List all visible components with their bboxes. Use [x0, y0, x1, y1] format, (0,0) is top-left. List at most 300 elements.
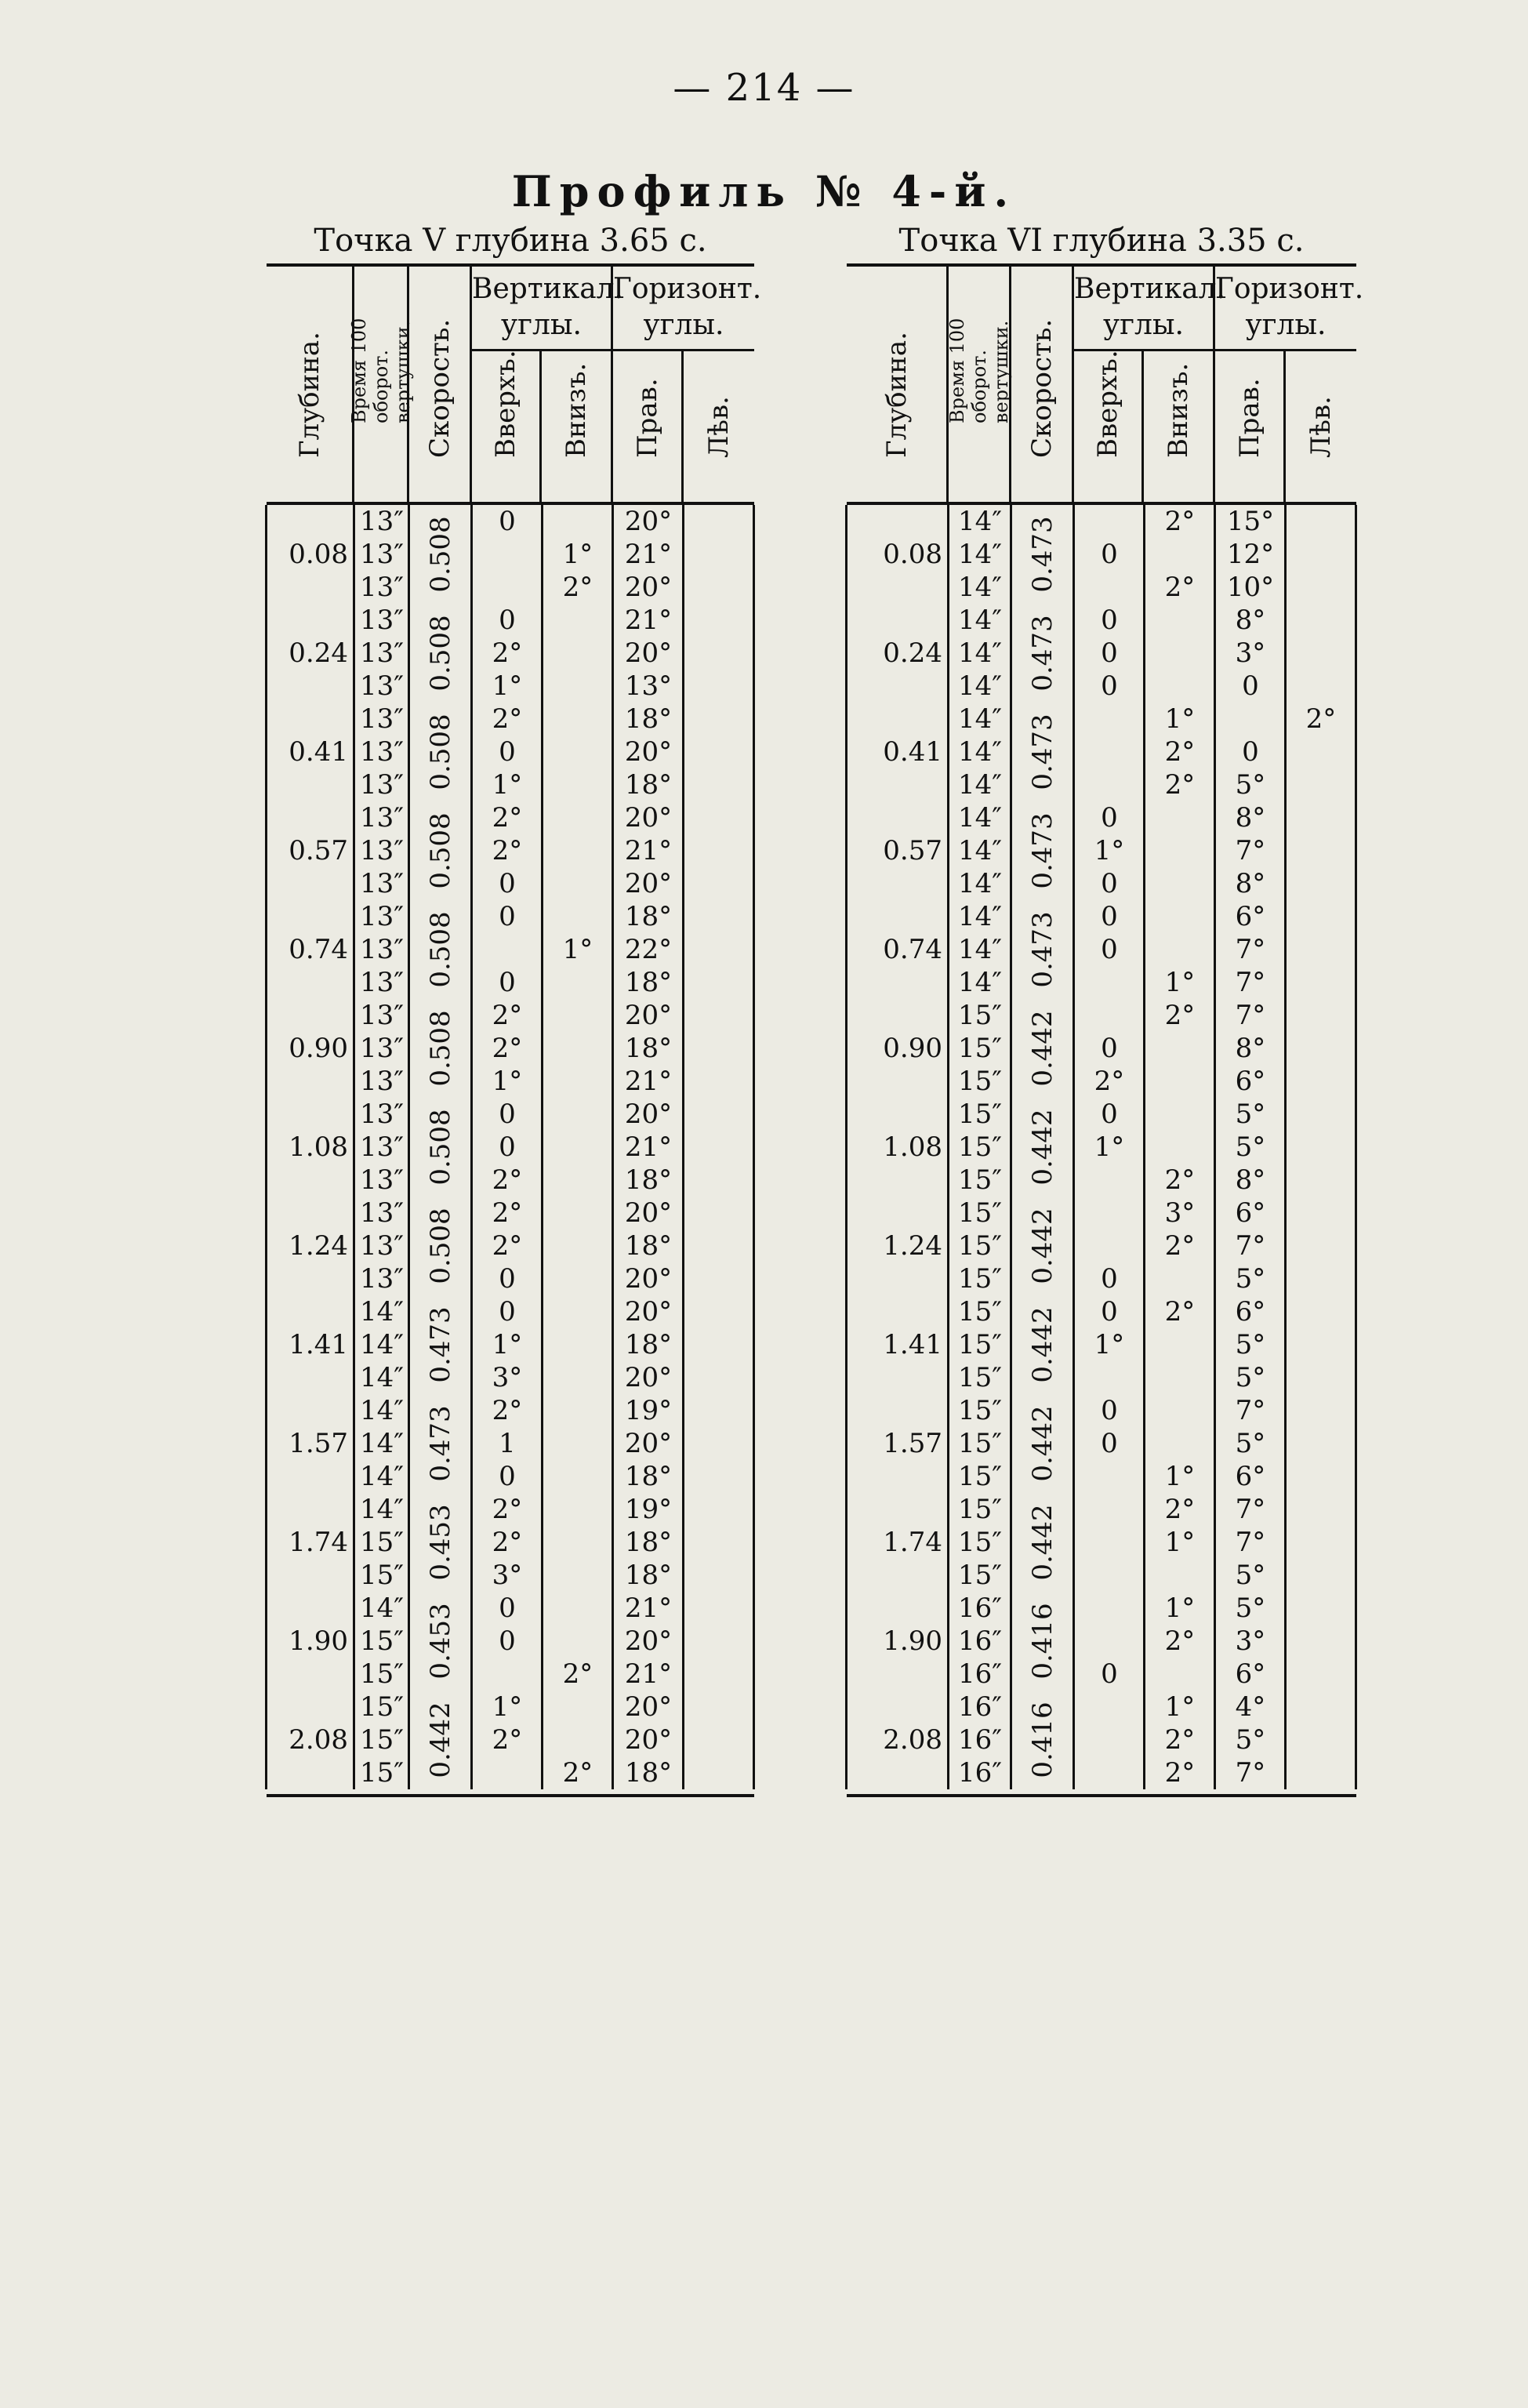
left-cell	[1286, 1493, 1356, 1592]
down-cell	[1145, 1295, 1215, 1394]
up-angle-value: 1°	[1094, 1329, 1125, 1360]
left-values	[1286, 1493, 1356, 1592]
left-cell	[1286, 801, 1356, 900]
right-values	[1215, 1197, 1286, 1295]
speed-cell	[409, 900, 472, 999]
depth-value: 1.24	[883, 1230, 942, 1262]
time-value: 13″	[360, 934, 404, 965]
up-angle-value	[472, 1658, 543, 1691]
left-cell	[684, 1295, 754, 1394]
up-cell	[1074, 1197, 1145, 1295]
depth-value: 1.74	[289, 1527, 348, 1558]
right-cell	[1215, 604, 1286, 703]
left-angle-value	[684, 571, 754, 604]
up-cell	[472, 1691, 543, 1789]
speed-cell	[409, 1197, 472, 1295]
up-label: Вверхъ.	[1091, 350, 1123, 458]
speed-cell	[409, 999, 472, 1098]
time-values	[354, 1295, 409, 1394]
down-angle-value	[543, 670, 613, 703]
up-angle-value: 0	[1101, 1296, 1118, 1327]
right-values	[613, 801, 684, 900]
left-angle-value	[1286, 1493, 1356, 1526]
measurement-block	[267, 1493, 754, 1592]
left-values	[1286, 1592, 1356, 1691]
speed-header	[1011, 267, 1074, 502]
left-angle-value	[684, 1361, 754, 1394]
depth-cell	[267, 999, 354, 1098]
time-value: 15″	[360, 1724, 404, 1756]
time-value: 15″	[360, 1560, 404, 1591]
left-angle-value	[1286, 1164, 1356, 1197]
up-angle-value: 0	[1101, 670, 1118, 702]
up-angle-value	[1074, 1691, 1145, 1723]
right-angle-value: 6°	[1235, 1066, 1266, 1097]
up-values	[1074, 1295, 1145, 1394]
depth-cell	[847, 604, 949, 703]
up-values	[472, 703, 543, 801]
left-cell	[1286, 1098, 1356, 1197]
up-angle-value: 0	[499, 1263, 516, 1295]
table-bottom-rule	[847, 1794, 1356, 1797]
left-angle-value	[684, 637, 754, 670]
right-label: Прав.	[631, 378, 663, 458]
speed-cell	[1011, 1691, 1074, 1789]
left-angle-value	[1286, 571, 1356, 604]
right-values	[1215, 801, 1286, 900]
left-angle-value	[684, 1262, 754, 1295]
time-value: 14″	[360, 1428, 404, 1459]
left-cell	[684, 801, 754, 900]
up-values	[472, 1197, 543, 1295]
down-values	[543, 1394, 613, 1493]
left-values	[1286, 1691, 1356, 1789]
right-cell	[613, 1098, 684, 1197]
right-angle-value: 18°	[624, 769, 673, 801]
speed-value: 0.473	[425, 1306, 456, 1383]
time-value: 14″	[958, 703, 1002, 735]
down-angle-value	[543, 1131, 613, 1164]
table-header	[267, 267, 762, 505]
right-cell	[1215, 1197, 1286, 1295]
depth-cell	[267, 1394, 354, 1493]
down-angle-value: 2°	[1164, 736, 1196, 768]
down-angle-value	[1145, 1559, 1215, 1592]
left-angle-value	[684, 1295, 754, 1328]
time-value: 15″	[958, 1263, 1002, 1295]
up-angle-value: 0	[499, 1593, 516, 1624]
right-values	[1215, 900, 1286, 999]
right-angle-value: 5°	[1235, 769, 1266, 801]
up-angle-value: 2°	[1094, 1066, 1125, 1097]
right-cell	[613, 1592, 684, 1691]
left-angle-value	[1286, 1756, 1356, 1789]
speed-cell	[1011, 1592, 1074, 1691]
right-angle-value: 5°	[1235, 1131, 1266, 1163]
right-cell	[1215, 999, 1286, 1098]
up-angle-value	[1074, 768, 1145, 801]
right-angle-value: 20°	[624, 1362, 673, 1393]
right-angle-value: 18°	[624, 1164, 673, 1196]
up-angle-value	[1074, 1559, 1145, 1592]
down-cell	[1145, 1394, 1215, 1493]
up-angle-value: 0	[1101, 1263, 1118, 1295]
right-angle-value: 18°	[624, 1033, 673, 1064]
right-angle-value: 6°	[1235, 1461, 1266, 1492]
down-angle-value	[543, 604, 613, 637]
up-cell	[1074, 900, 1145, 999]
time-value: 13″	[360, 802, 404, 834]
down-values	[543, 999, 613, 1098]
left-angle-value	[1286, 933, 1356, 966]
time-cell	[354, 604, 409, 703]
left-angle-value	[1286, 1098, 1356, 1131]
left-angle-value	[1286, 538, 1356, 571]
up-angle-value: 1°	[1094, 835, 1125, 866]
right-angle-value: 18°	[624, 703, 673, 735]
down-angle-value	[543, 1328, 613, 1361]
table-body	[267, 505, 754, 1789]
measurement-block	[847, 1295, 1356, 1394]
right-angle-value: 21°	[624, 605, 673, 636]
speed-value: 0.508	[425, 911, 456, 988]
speed-cell	[1011, 604, 1074, 703]
depth-header	[267, 267, 354, 502]
measurement-block	[847, 801, 1356, 900]
depth-value: 1.24	[289, 1230, 348, 1262]
right-angle-value: 6°	[1235, 1658, 1266, 1690]
up-angle-value: 2°	[492, 1230, 523, 1262]
time-value: 15″	[360, 1691, 404, 1723]
right-angle-value: 21°	[624, 835, 673, 866]
left-cell	[684, 1493, 754, 1592]
up-values	[1074, 1197, 1145, 1295]
right-cell	[613, 505, 684, 604]
left-angle-value	[684, 1065, 754, 1098]
left-values	[1286, 1197, 1356, 1295]
speed-cell	[1011, 703, 1074, 801]
depth-value: 1.74	[883, 1527, 942, 1558]
right-angle-value: 6°	[1235, 1197, 1266, 1229]
right-angle-value: 18°	[624, 1527, 673, 1558]
time-value: 14″	[958, 802, 1002, 834]
depth-value: 1.08	[883, 1131, 942, 1163]
up-values	[472, 505, 543, 604]
time-values	[949, 1098, 1011, 1197]
speed-value: 0.508	[425, 1208, 456, 1284]
left-angle-value	[684, 1592, 754, 1625]
speed-cell	[409, 1592, 472, 1691]
time-value: 14″	[958, 769, 1002, 801]
right-values	[1215, 703, 1286, 801]
page-title: Профиль № 4-й.	[511, 166, 1017, 216]
depth-value: 1.90	[883, 1625, 942, 1657]
down-angle-value	[543, 1065, 613, 1098]
time-value: 13″	[360, 637, 404, 669]
down-angle-value: 1°	[1164, 1527, 1196, 1558]
depth-value: 0.08	[289, 539, 348, 570]
time-value: 15″	[958, 1527, 1002, 1558]
down-values	[543, 1691, 613, 1789]
left-angle-value	[1286, 768, 1356, 801]
down-values	[1145, 1691, 1215, 1789]
right-angle-value: 7°	[1235, 1395, 1266, 1426]
down-values	[543, 703, 613, 801]
down-cell	[1145, 1592, 1215, 1691]
depth-value: 0.41	[289, 736, 348, 768]
speed-value: 0.442	[1027, 1504, 1058, 1581]
right-cell	[613, 604, 684, 703]
down-angle-value	[1145, 670, 1215, 703]
down-angle-value	[543, 1229, 613, 1262]
left-angle-value	[1286, 999, 1356, 1032]
depth-cell	[847, 999, 949, 1098]
time-values	[949, 1394, 1011, 1493]
right-angle-value: 22°	[624, 934, 673, 965]
left-angle-value	[1286, 1197, 1356, 1229]
right-cell	[613, 1493, 684, 1592]
left-cell	[1286, 604, 1356, 703]
up-angle-value: 2°	[492, 1724, 523, 1756]
left-values	[684, 1098, 754, 1197]
depth-cell	[847, 1493, 949, 1592]
down-cell	[543, 999, 613, 1098]
time-value: 13″	[360, 572, 404, 603]
up-angle-value: 2°	[492, 1197, 523, 1229]
down-values	[543, 505, 613, 604]
up-angle-value	[1074, 1229, 1145, 1262]
up-cell	[1074, 604, 1145, 703]
speed-value: 0.442	[1027, 1405, 1058, 1482]
right-angle-value: 7°	[1235, 835, 1266, 866]
right-values	[1215, 1493, 1286, 1592]
horizontal-angles-subheaders	[613, 351, 754, 502]
up-angle-value: 2°	[492, 703, 523, 735]
left-header	[1286, 351, 1356, 502]
time-cell	[354, 1493, 409, 1592]
right-angle-value: 8°	[1235, 605, 1266, 636]
up-angle-value: 0	[1101, 1658, 1118, 1690]
time-value: 14″	[360, 1494, 404, 1525]
down-angle-value	[1145, 637, 1215, 670]
left-cell	[1286, 703, 1356, 801]
down-cell	[1145, 999, 1215, 1098]
time-value: 15″	[958, 1296, 1002, 1327]
vertical-angles-subheaders	[472, 351, 611, 502]
right-angle-value: 20°	[624, 506, 673, 537]
up-angle-value: 0	[499, 1625, 516, 1657]
up-angle-value: 2°	[492, 1494, 523, 1525]
up-angle-value: 0	[1101, 539, 1118, 570]
down-cell	[543, 801, 613, 900]
time-cell	[354, 1197, 409, 1295]
left-cell	[1286, 505, 1356, 604]
depth-value: 1.41	[883, 1329, 942, 1360]
up-angle-value: 0	[499, 901, 516, 932]
left-angle-value	[1286, 801, 1356, 834]
time-value: 14″	[360, 1593, 404, 1624]
left-angle-value	[1286, 834, 1356, 867]
left-values	[1286, 999, 1356, 1098]
up-angle-value: 0	[499, 1296, 516, 1327]
up-angle-value	[1074, 703, 1145, 735]
up-values	[472, 604, 543, 703]
right-angle-value: 5°	[1235, 1263, 1266, 1295]
right-angle-value: 20°	[624, 1296, 673, 1327]
right-values	[1215, 999, 1286, 1098]
speed-value: 0.473	[1027, 615, 1058, 692]
left-angle-value	[1286, 670, 1356, 703]
up-angle-value: 2°	[492, 802, 523, 834]
up-angle-value: 1°	[492, 769, 523, 801]
time-value: 13″	[360, 1230, 404, 1262]
left-angle-value	[684, 900, 754, 933]
up-header	[472, 351, 542, 502]
right-values	[613, 505, 684, 604]
down-angle-value: 2°	[562, 1658, 593, 1690]
measurement-table-point-v	[267, 218, 762, 1797]
measurement-block	[267, 1197, 754, 1295]
down-cell	[543, 505, 613, 604]
down-angle-value: 1°	[1164, 1461, 1196, 1492]
speed-value: 0.473	[1027, 714, 1058, 790]
up-cell	[472, 703, 543, 801]
down-angle-value	[543, 1394, 613, 1427]
right-angle-value	[1215, 703, 1286, 735]
speed-cell	[409, 801, 472, 900]
measurement-block	[267, 1394, 754, 1493]
depth-value: 0.24	[883, 637, 942, 669]
time-value: 15″	[360, 1625, 404, 1657]
left-angle-value	[684, 999, 754, 1032]
time-value: 15″	[360, 1658, 404, 1690]
up-angle-value: 1°	[492, 1066, 523, 1097]
up-values	[1074, 703, 1145, 801]
up-angle-value: 0	[1101, 1099, 1118, 1130]
left-values	[684, 703, 754, 801]
right-angle-value: 21°	[624, 1658, 673, 1690]
speed-value: 0.416	[1027, 1702, 1058, 1778]
up-angle-value: 0	[499, 506, 516, 537]
down-angle-value	[543, 703, 613, 735]
down-angle-value	[1145, 801, 1215, 834]
up-values	[472, 1493, 543, 1592]
down-angle-value	[1145, 1032, 1215, 1065]
speed-value: 0.416	[1027, 1603, 1058, 1680]
up-angle-value: 0	[1101, 868, 1118, 899]
left-values	[1286, 604, 1356, 703]
left-angle-value	[684, 1526, 754, 1559]
measurement-block	[267, 604, 754, 703]
right-angle-value: 0	[1242, 736, 1259, 768]
measurement-block	[267, 1098, 754, 1197]
time-cell	[949, 1197, 1011, 1295]
left-angle-value	[1286, 1427, 1356, 1460]
time-value: 13″	[360, 736, 404, 768]
time-value: 14″	[958, 934, 1002, 965]
down-values	[543, 604, 613, 703]
up-angle-value: 3°	[492, 1362, 523, 1393]
speed-value: 0.442	[425, 1702, 456, 1778]
down-values	[1145, 900, 1215, 999]
right-angle-value: 5°	[1235, 1099, 1266, 1130]
left-cell	[684, 999, 754, 1098]
speed-cell	[1011, 999, 1074, 1098]
time-values	[354, 505, 409, 604]
up-label: Вверхъ.	[489, 350, 521, 458]
measurement-block	[267, 1691, 754, 1789]
left-values	[684, 1592, 754, 1691]
right-angle-value: 4°	[1235, 1691, 1266, 1723]
speed-value: 0.453	[425, 1603, 456, 1680]
speed-value: 0.442	[1027, 1109, 1058, 1186]
time-value: 14″	[958, 605, 1002, 636]
left-angle-value	[684, 867, 754, 900]
time-value: 14″	[958, 736, 1002, 768]
right-cell	[613, 1394, 684, 1493]
measurement-block	[267, 1592, 754, 1691]
time-values	[949, 1197, 1011, 1295]
down-values	[1145, 604, 1215, 703]
depth-value: 2.08	[289, 1724, 348, 1756]
vertical-angles-subheaders	[1074, 351, 1213, 502]
up-angle-value: 2°	[492, 637, 523, 669]
right-cell	[613, 999, 684, 1098]
right-values	[1215, 1592, 1286, 1691]
right-header	[1215, 351, 1286, 502]
right-values	[613, 1691, 684, 1789]
right-angle-value: 18°	[624, 901, 673, 932]
left-cell	[1286, 1592, 1356, 1691]
right-cell	[1215, 703, 1286, 801]
left-angle-value	[1286, 1328, 1356, 1361]
time-value: 13″	[360, 703, 404, 735]
depth-cell	[847, 505, 949, 604]
down-angle-value: 2°	[1164, 1757, 1196, 1789]
right-values	[1215, 1295, 1286, 1394]
down-angle-value: 2°	[1164, 572, 1196, 603]
down-cell	[1145, 801, 1215, 900]
up-cell	[472, 801, 543, 900]
time-cell	[354, 703, 409, 801]
depth-label: Глубина.	[880, 332, 913, 458]
up-values	[472, 900, 543, 999]
vertical-angles-group	[472, 267, 623, 502]
left-label: Лѣв.	[1305, 396, 1337, 458]
down-values	[543, 900, 613, 999]
measurement-block	[267, 703, 754, 801]
up-values	[1074, 1394, 1145, 1493]
down-angle-value	[543, 801, 613, 834]
right-values	[613, 1394, 684, 1493]
down-angle-value: 1°	[1164, 967, 1196, 998]
time-header	[347, 267, 414, 502]
down-angle-value	[543, 637, 613, 670]
up-values	[472, 1098, 543, 1197]
left-angle-value	[1286, 637, 1356, 670]
speed-value: 0.508	[425, 615, 456, 692]
down-cell	[1145, 604, 1215, 703]
up-cell	[472, 1592, 543, 1691]
left-cell	[1286, 999, 1356, 1098]
depth-cell	[267, 1098, 354, 1197]
speed-cell	[1011, 505, 1074, 604]
down-values	[1145, 1592, 1215, 1691]
down-angle-value	[543, 735, 613, 768]
left-angle-value	[684, 1691, 754, 1723]
up-angle-value: 0	[499, 1461, 516, 1492]
up-angle-value: 1°	[1094, 1131, 1125, 1163]
